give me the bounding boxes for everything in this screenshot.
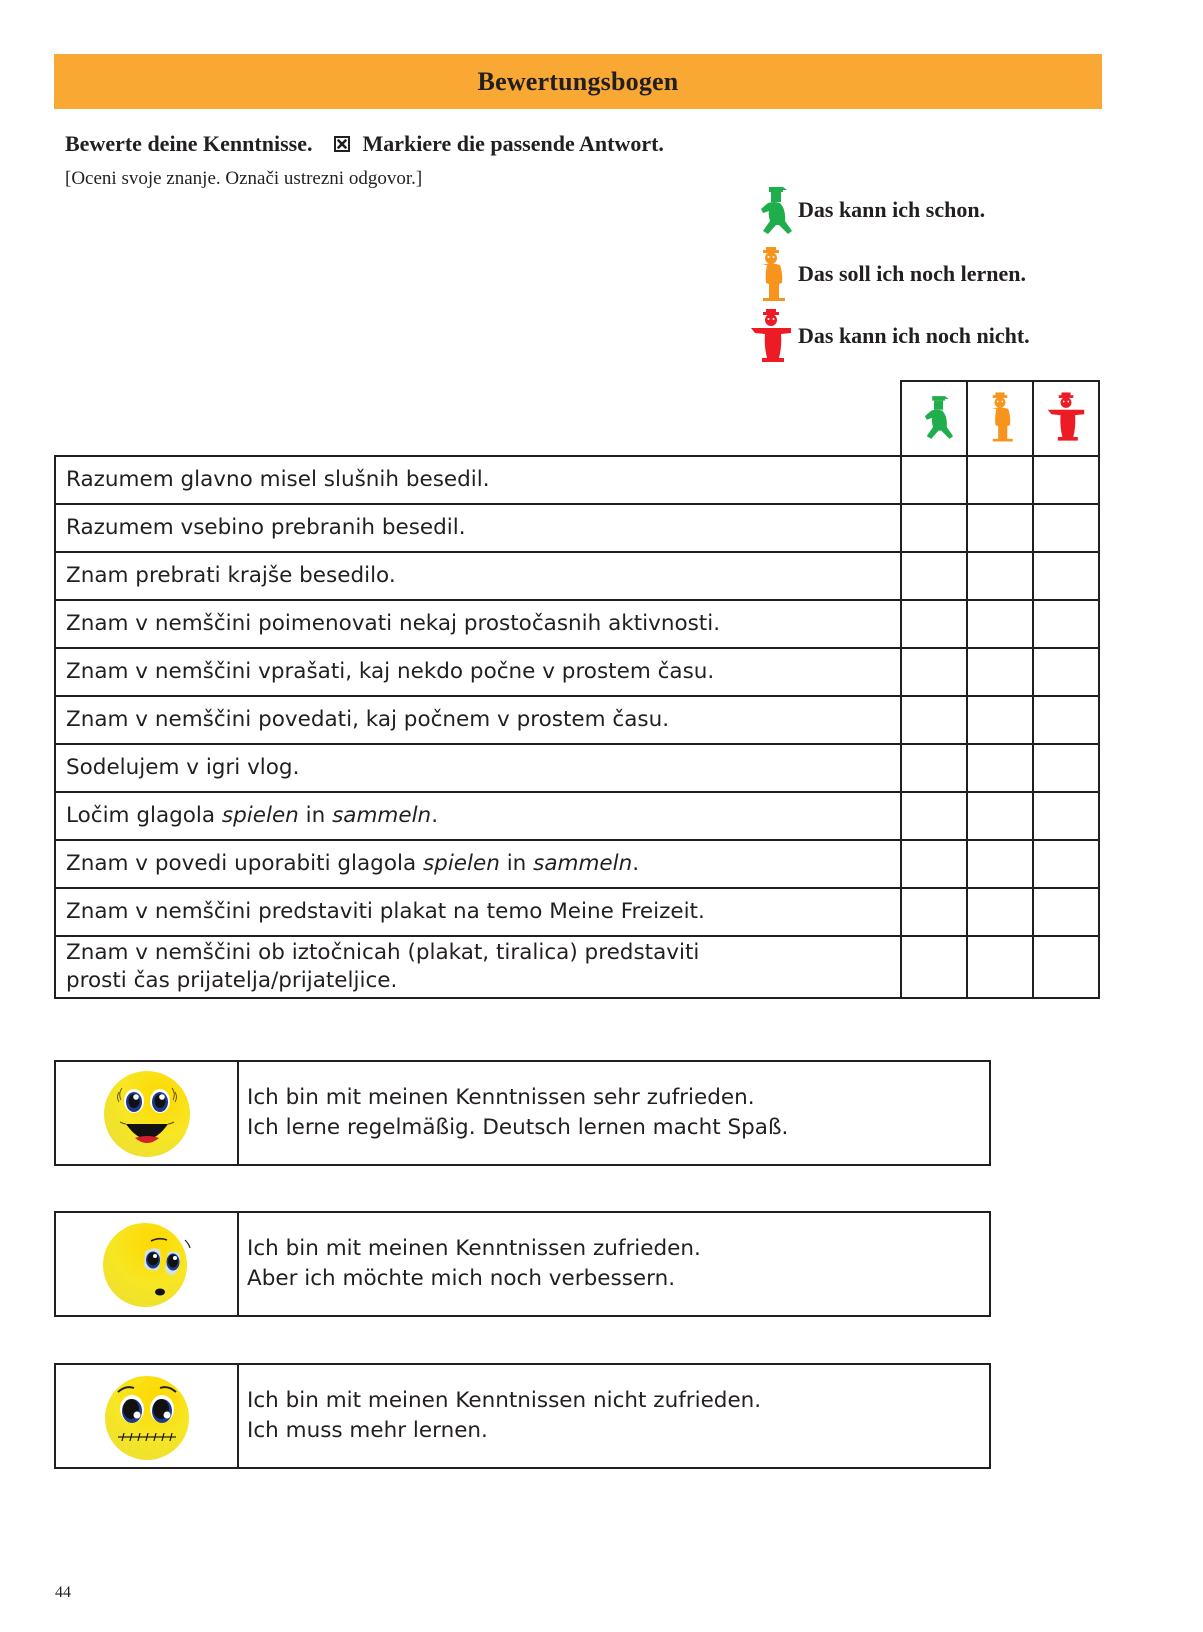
statement-cell xyxy=(55,504,901,552)
statement-text: Znam v povedi uporabiti glagola xyxy=(66,851,423,876)
statement-text: spielen xyxy=(221,803,299,828)
rating-checkbox-red[interactable] xyxy=(1033,552,1099,600)
statement-cell xyxy=(55,840,901,888)
rating-checkbox-orange[interactable] xyxy=(967,936,1033,998)
rating-checkbox-red[interactable] xyxy=(1033,504,1099,552)
table-row xyxy=(55,936,1099,998)
instruction-translation: [Oceni svoje znanje. Označi ustrezni odgovor.] xyxy=(65,168,423,189)
rating-checkbox-orange[interactable] xyxy=(967,648,1033,696)
statement-text: Znam v nemščini povedati, kaj počnem v prostem času. xyxy=(66,707,670,732)
statement-cell xyxy=(55,792,901,840)
evaluation-box-very-satisfied xyxy=(54,1060,991,1166)
statement-text: Znam v nemščini vprašati, kaj nekdo počne v prostem času. xyxy=(66,659,715,684)
evaluation-line1: Ich bin mit meinen Kenntnissen zufrieden. xyxy=(247,1236,701,1261)
table-row xyxy=(55,888,1099,936)
table-header-row xyxy=(55,381,1099,456)
worried-smiley-icon xyxy=(56,1213,239,1315)
statement-cell xyxy=(55,888,901,936)
rating-checkbox-orange[interactable] xyxy=(967,504,1033,552)
table-row xyxy=(55,504,1099,552)
statement-text: . xyxy=(632,851,640,876)
happy-smiley-icon xyxy=(56,1062,239,1164)
page-number: 44 xyxy=(55,1584,71,1601)
statement-text: sammeln xyxy=(533,851,633,876)
statement-cell xyxy=(55,456,901,504)
rating-checkbox-green[interactable] xyxy=(901,552,967,600)
rating-checkbox-orange[interactable] xyxy=(967,792,1033,840)
legend-label: Das soll ich noch lernen. xyxy=(798,261,1026,286)
rating-checkbox-green[interactable] xyxy=(901,888,967,936)
column-header-red xyxy=(1033,381,1099,456)
title-banner xyxy=(54,54,1102,109)
rating-checkbox-red[interactable] xyxy=(1033,648,1099,696)
rating-checkbox-green[interactable] xyxy=(901,840,967,888)
statement-text: Sodelujem v igri vlog. xyxy=(66,755,300,780)
evaluation-box-not-satisfied xyxy=(54,1363,991,1469)
table-row xyxy=(55,600,1099,648)
rating-checkbox-green[interactable] xyxy=(901,456,967,504)
evaluation-box-satisfied xyxy=(54,1211,991,1317)
statement-text: Razumem glavno misel slušnih besedil. xyxy=(66,467,490,492)
statement-text: Znam prebrati krajše besedilo. xyxy=(66,563,396,588)
standing-orange-man-icon xyxy=(980,390,1020,448)
statement-cell xyxy=(55,744,901,792)
rating-checkbox-green[interactable] xyxy=(901,600,967,648)
table-row xyxy=(55,696,1099,744)
table-row xyxy=(55,840,1099,888)
rating-checkbox-orange[interactable] xyxy=(967,456,1033,504)
page-title: Bewertungsbogen xyxy=(477,66,679,96)
table-row xyxy=(55,552,1099,600)
rating-checkbox-red[interactable] xyxy=(1033,696,1099,744)
walking-green-man-icon xyxy=(748,180,794,240)
statement-text: Znam v nemščini ob iztočnicah (plakat, tiralica) predstaviti xyxy=(66,940,700,965)
legend-item-red xyxy=(748,306,1030,366)
statement-text: Znam v nemščini predstaviti plakat na temo Meine Freizeit. xyxy=(66,899,705,924)
rating-checkbox-green[interactable] xyxy=(901,792,967,840)
statement-text: Ločim glagola xyxy=(66,803,222,828)
rating-checkbox-red[interactable] xyxy=(1033,840,1099,888)
rating-checkbox-red[interactable] xyxy=(1033,744,1099,792)
statement-text: . xyxy=(431,803,439,828)
table-row xyxy=(55,744,1099,792)
statement-text: sammeln xyxy=(332,803,432,828)
header-spacer xyxy=(55,381,901,456)
rating-checkbox-orange[interactable] xyxy=(967,696,1033,744)
legend-label: Das kann ich schon. xyxy=(798,197,986,222)
table-row xyxy=(55,648,1099,696)
statement-text: Razumem vsebino prebranih besedil. xyxy=(66,515,466,540)
rating-checkbox-red[interactable] xyxy=(1033,600,1099,648)
rating-checkbox-red[interactable] xyxy=(1033,456,1099,504)
column-header-green xyxy=(901,381,967,456)
column-header-orange xyxy=(967,381,1033,456)
rating-checkbox-orange[interactable] xyxy=(967,552,1033,600)
instruction-part1: Bewerte deine Kenntnisse. xyxy=(65,131,313,156)
rating-checkbox-orange[interactable] xyxy=(967,840,1033,888)
rating-checkbox-orange[interactable] xyxy=(967,888,1033,936)
rating-checkbox-green[interactable] xyxy=(901,936,967,998)
self-assessment-table xyxy=(54,380,1100,999)
statement-cell xyxy=(55,552,901,600)
rating-checkbox-red[interactable] xyxy=(1033,888,1099,936)
statement-cell xyxy=(55,696,901,744)
rating-checkbox-red[interactable] xyxy=(1033,792,1099,840)
rating-checkbox-green[interactable] xyxy=(901,744,967,792)
rating-checkbox-orange[interactable] xyxy=(967,600,1033,648)
instruction-part2: Markiere die passende Antwort. xyxy=(362,131,664,156)
rating-checkbox-green[interactable] xyxy=(901,648,967,696)
statement-text: in xyxy=(499,851,534,876)
legend-label: Das kann ich noch nicht. xyxy=(798,323,1030,348)
instruction-line xyxy=(65,131,664,157)
standing-orange-man-icon xyxy=(748,244,794,304)
evaluation-line1: Ich bin mit meinen Kenntnissen nicht zufrieden. xyxy=(247,1388,762,1413)
statement-text: prosti čas prijatelja/prijateljice. xyxy=(66,968,398,993)
table-row xyxy=(55,456,1099,504)
statement-cell xyxy=(55,936,901,998)
legend-item-orange xyxy=(748,244,1026,304)
statement-cell xyxy=(55,648,901,696)
rating-checkbox-green[interactable] xyxy=(901,696,967,744)
evaluation-line1: Ich bin mit meinen Kenntnissen sehr zufrieden. xyxy=(247,1085,755,1110)
statement-cell xyxy=(55,600,901,648)
evaluation-line2: Aber ich möchte mich noch verbessern. xyxy=(247,1266,676,1291)
rating-checkbox-orange[interactable] xyxy=(967,744,1033,792)
checked-box-icon xyxy=(334,136,350,152)
zipped-mouth-smiley-icon xyxy=(56,1365,239,1467)
statement-text: spielen xyxy=(422,851,500,876)
walking-green-man-icon xyxy=(914,390,954,448)
rating-checkbox-green[interactable] xyxy=(901,504,967,552)
table-row xyxy=(55,792,1099,840)
statement-text: Znam v nemščini poimenovati nekaj prostočasnih aktivnosti. xyxy=(66,611,721,636)
red-man-arms-out-icon xyxy=(748,306,794,366)
evaluation-line2: Ich lerne regelmäßig. Deutsch lernen macht Spaß. xyxy=(247,1115,789,1140)
statement-text: in xyxy=(298,803,333,828)
legend-item-green xyxy=(748,180,985,240)
evaluation-line2: Ich muss mehr lernen. xyxy=(247,1418,488,1443)
red-man-arms-out-icon xyxy=(1046,390,1086,448)
rating-checkbox-red[interactable] xyxy=(1033,936,1099,998)
